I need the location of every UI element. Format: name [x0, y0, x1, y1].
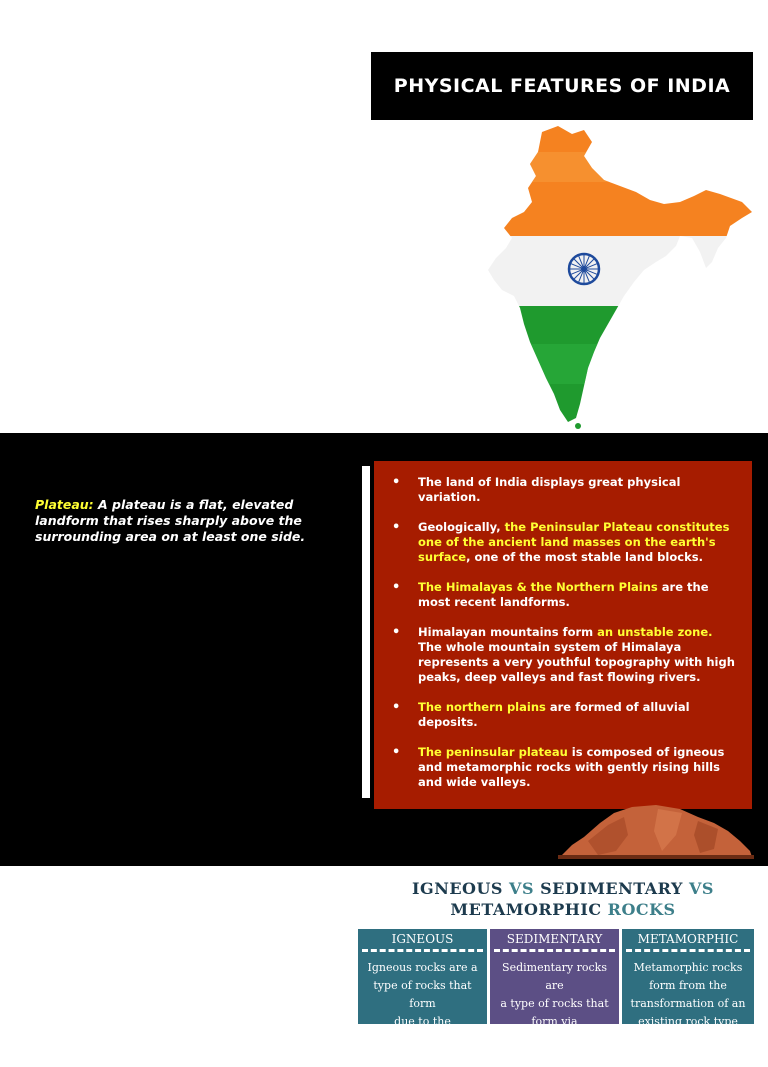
column-line: solidification of lava — [366, 1033, 479, 1046]
fact-text: are formed of alluvial deposits. — [418, 700, 690, 729]
column-line: transformation of an — [630, 997, 746, 1010]
title-word: VS — [688, 879, 714, 898]
rocks-comparison-title — [358, 878, 768, 920]
fact-item-6 — [392, 745, 738, 790]
fact-item-1 — [392, 475, 738, 505]
fact-text: are the most recent landforms. — [418, 580, 709, 609]
column-line: Igneous rocks are a — [367, 961, 478, 974]
plateau-text: A plateau is a flat, elevated landform that rises sharply above the surrounding area on at least one side. — [35, 497, 306, 544]
fact-item-2 — [392, 520, 738, 565]
column-line: form via accumulation — [516, 1015, 593, 1046]
igneous-column — [358, 929, 487, 1046]
column-heading: METAMORPHIC — [637, 932, 739, 946]
title-word: IGNEOUS — [412, 879, 503, 898]
plateau-definition — [35, 497, 335, 545]
title-word: VS — [509, 879, 535, 898]
plateau-term: Plateau: — [35, 497, 94, 512]
column-line: due to the — [394, 1015, 451, 1028]
india-map-icon — [480, 124, 760, 434]
fact-text: is composed of igneous and metamorphic rocks with gently rising hills and wide valleys. — [418, 745, 725, 789]
fact-item-4 — [392, 625, 738, 685]
metamorphic-column — [622, 929, 754, 1046]
column-divider — [626, 949, 750, 957]
fact-highlight: The peninsular plateau — [418, 745, 568, 759]
rocks-title-line-1 — [358, 878, 768, 899]
fact-text: Himalayan mountains form — [418, 625, 598, 639]
title-banner — [371, 52, 753, 120]
fact-item-3 — [392, 580, 738, 610]
column-text — [490, 957, 619, 1067]
fact-highlight: The northern plains — [418, 700, 546, 714]
slide-physical-features — [0, 0, 768, 433]
sedimentary-column — [490, 929, 619, 1064]
title-word: METAMORPHIC — [450, 900, 602, 919]
column-text — [622, 957, 754, 1049]
column-heading: SEDIMENTARY — [506, 932, 603, 946]
rocks-title-line-2 — [358, 899, 768, 920]
fact-item-5 — [392, 700, 738, 730]
accent-bar — [362, 466, 370, 798]
plateau-rock-icon — [558, 801, 754, 859]
title-word: ROCKS — [607, 900, 676, 919]
fact-highlight: The Himalayas & the Northern Plains — [418, 580, 658, 594]
ashoka-chakra-icon — [569, 254, 599, 284]
slide-landforms — [0, 433, 768, 866]
column-line: a type of rocks that — [500, 997, 609, 1010]
column-line: existing rock type into a — [638, 1015, 738, 1046]
column-line: Sedimentary rocks are — [502, 961, 607, 992]
column-heading: IGNEOUS — [391, 932, 454, 946]
slide-rock-types — [0, 866, 768, 1064]
fact-text: The land of India displays great physical variation. — [418, 475, 681, 504]
column-line: form from the — [649, 979, 727, 992]
column-line: type of rocks that form — [373, 979, 472, 1010]
column-divider — [494, 949, 615, 957]
column-text — [358, 957, 487, 1049]
fact-text: The whole mountain system of Himalaya represents a very youthful topography with high peaks, deep valleys and fast flowing rivers. — [418, 640, 735, 684]
column-divider — [362, 949, 483, 957]
fact-text: Geologically, — [418, 520, 505, 534]
column-line: Metamorphic rocks — [633, 961, 743, 974]
facts-box — [374, 461, 752, 809]
title-word: SEDIMENTARY — [540, 879, 683, 898]
slide-title: PHYSICAL FEATURES OF INDIA — [393, 75, 731, 97]
fact-text: , one of the most stable land blocks. — [466, 550, 703, 564]
fact-highlight: an unstable zone. — [597, 625, 713, 639]
facts-list — [392, 475, 738, 790]
fact-highlight: the Peninsular Plateau constitutes one of the ancient land masses on the earth's surface — [418, 520, 730, 564]
column-line: or deposition of — [510, 1051, 599, 1064]
